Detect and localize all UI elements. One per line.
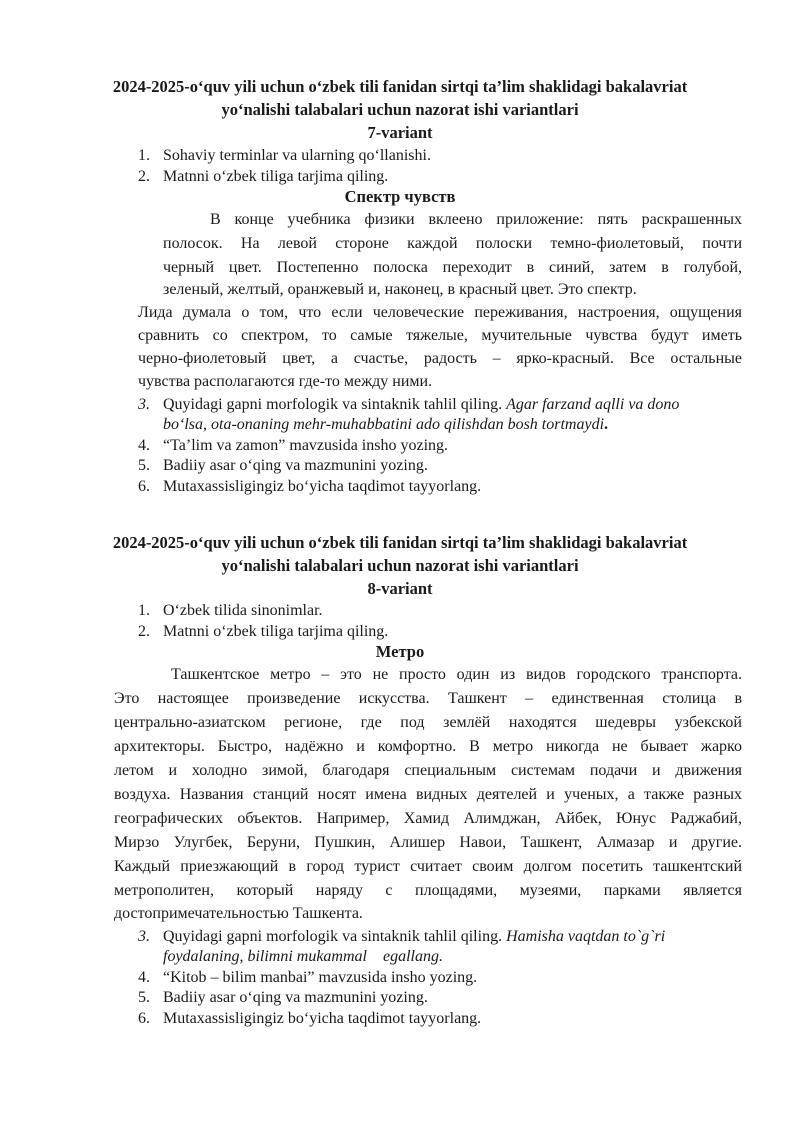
- v8-header-line1: 2024-2025-o‘quv yili uchun o‘zbek tili fanidan sirtqi ta’lim shaklidagi bakalavriat: [112, 533, 688, 552]
- v7-item-3-sentence-part1: Agar farzand aqlli va dono: [506, 396, 680, 413]
- v8-item-3-sentence-part2: foydalaning, bilimni mukammal egallang.: [163, 948, 443, 965]
- v7-para2-line: сравнить со спектром, то самые тяжелые, мучительные чувства будут иметь: [138, 327, 742, 344]
- v8-item-5-number: 5.: [138, 989, 150, 1006]
- v8-para-line: Это настоящее произведение искусства. Ташкент – единственная столица в: [114, 690, 742, 707]
- v7-para2-line: Лида думала о том, что если человеческие переживания, настроения, ощущения: [138, 304, 742, 321]
- v8-para-line: Ташкентское метро – это не просто один из видов городского транспорта.: [171, 666, 742, 683]
- v8-item-3-text: [163, 927, 665, 947]
- v8-header-line2: yo‘nalishi talabalari uchun nazorat ishi variantlari: [221, 556, 579, 575]
- v7-variant-label: 7-variant: [367, 123, 433, 142]
- v7-header-line1: 2024-2025-o‘quv yili uchun o‘zbek tili fanidan sirtqi ta’lim shaklidagi bakalavriat: [112, 77, 688, 96]
- v7-para2-line: черно-фиолетовый цвет, а счастье, радость – ярко-красный. Все остальные: [138, 350, 742, 367]
- v7-text-title: Спектр чувств: [344, 187, 456, 206]
- v8-para-line: архитекторы. Быстро, надёжно и комфортно. В метро никогда не бывает жарко: [114, 738, 742, 755]
- v7-item-3-instruction: Quyidagi gapni morfologik va sintaknik tahlil qiling.: [163, 396, 503, 413]
- v7-item-3-number: 3.: [138, 396, 150, 413]
- v8-para-line: Каждый приезжающий в город турист считает своим долгом посетить ташкентский: [114, 858, 742, 875]
- v7-item-3-text: [163, 395, 679, 415]
- v7-item-2-number: 2.: [138, 168, 150, 185]
- v8-item-6-number: 6.: [138, 1010, 150, 1027]
- v8-item-3-number: 3.: [138, 928, 150, 945]
- v7-para1-line: полосок. На левой стороне каждой полоски темно-фиолетовый, почти: [163, 235, 742, 252]
- v7-header-line2: yo‘nalishi talabalari uchun nazorat ishi variantlari: [221, 100, 579, 119]
- v8-item-5-text: Badiiy asar o‘qing va mazmunini yozing.: [163, 989, 428, 1006]
- v7-para1-line: черный цвет. Постепенно полоска переходит в синий, затем в голубой,: [163, 259, 742, 276]
- v8-item-6-text: Mutaxassisligingiz bo‘yicha taqdimot tayyorlang.: [163, 1010, 482, 1027]
- v8-item-3-sentence-part1: Hamisha vaqtdan to`g`ri: [506, 928, 666, 945]
- v8-item-1-text: O‘zbek tilida sinonimlar.: [163, 602, 323, 619]
- v8-item-3-instruction: Quyidagi gapni morfologik va sintaknik tahlil qiling.: [163, 928, 503, 945]
- v7-item-1-number: 1.: [138, 147, 150, 164]
- v7-item-4-number: 4.: [138, 437, 150, 454]
- v7-item-3-period: .: [604, 416, 609, 433]
- v8-item-2-number: 2.: [138, 623, 150, 640]
- v7-item-3-continuation: [163, 415, 608, 435]
- v7-item-1-text: Sohaviy terminlar va ularning qo‘llanishi.: [163, 147, 431, 164]
- v8-para-last-line: достопримечательностью Ташкента.: [114, 905, 363, 922]
- v8-para-line: Мирзо Улугбек, Беруни, Пушкин, Алишер Навои, Ташкент, Алмазар и другие.: [114, 834, 742, 851]
- v7-item-6-text: Mutaxassisligingiz bo‘yicha taqdimot tayyorlang.: [163, 478, 482, 495]
- v7-item-4-text: “Ta’lim va zamon” mavzusida insho yozing.: [163, 437, 449, 454]
- v8-item-4-number: 4.: [138, 969, 150, 986]
- v7-item-5-number: 5.: [138, 457, 150, 474]
- v7-item-6-number: 6.: [138, 478, 150, 495]
- v8-para-line: географических объектов. Например, Хамид Алимджан, Айбек, Юнус Раджабий,: [114, 810, 742, 827]
- v8-para-line: воздуха. Названия станций носят имена видных деятелей и ученых, а также разных: [114, 786, 742, 803]
- v8-item-1-number: 1.: [138, 602, 150, 619]
- v8-para-line: метрополитен, который наряду с площадями, музеями, парками является: [114, 882, 742, 899]
- v7-item-3-sentence-part2: bo‘lsa, ota-onaning mehr-muhabbatini ado qilishdan bosh tortmaydi: [163, 416, 605, 433]
- v8-item-2-text: Matnni o‘zbek tiliga tarjima qiling.: [163, 623, 389, 640]
- v7-para1-last-line: зеленый, желтый, оранжевый и, наконец, в красный цвет. Это спектр.: [163, 281, 637, 298]
- v8-variant-label: 8-variant: [367, 579, 433, 598]
- v8-para-line: летом и холодно зимой, благодаря специальным системам подачи и движения: [114, 762, 742, 779]
- v7-item-5-text: Badiiy asar o‘qing va mazmunini yozing.: [163, 457, 428, 474]
- v7-para1-line: В конце учебника физики вклеено приложение: пять раскрашенных: [210, 211, 742, 228]
- v8-item-4-text: “Kitob – bilim manbai” mavzusida insho yozing.: [163, 969, 478, 986]
- v7-item-2-text: Matnni o‘zbek tiliga tarjima qiling.: [163, 168, 389, 185]
- v8-item-3-continuation: [163, 947, 443, 967]
- v8-text-title: Метро: [375, 642, 425, 661]
- v7-para2-last-line: чувства располагаются где-то между ними.: [138, 373, 433, 390]
- v8-para-line: центрально-азиатском регионе, где под землёй находятся шедевры узбекской: [114, 714, 742, 731]
